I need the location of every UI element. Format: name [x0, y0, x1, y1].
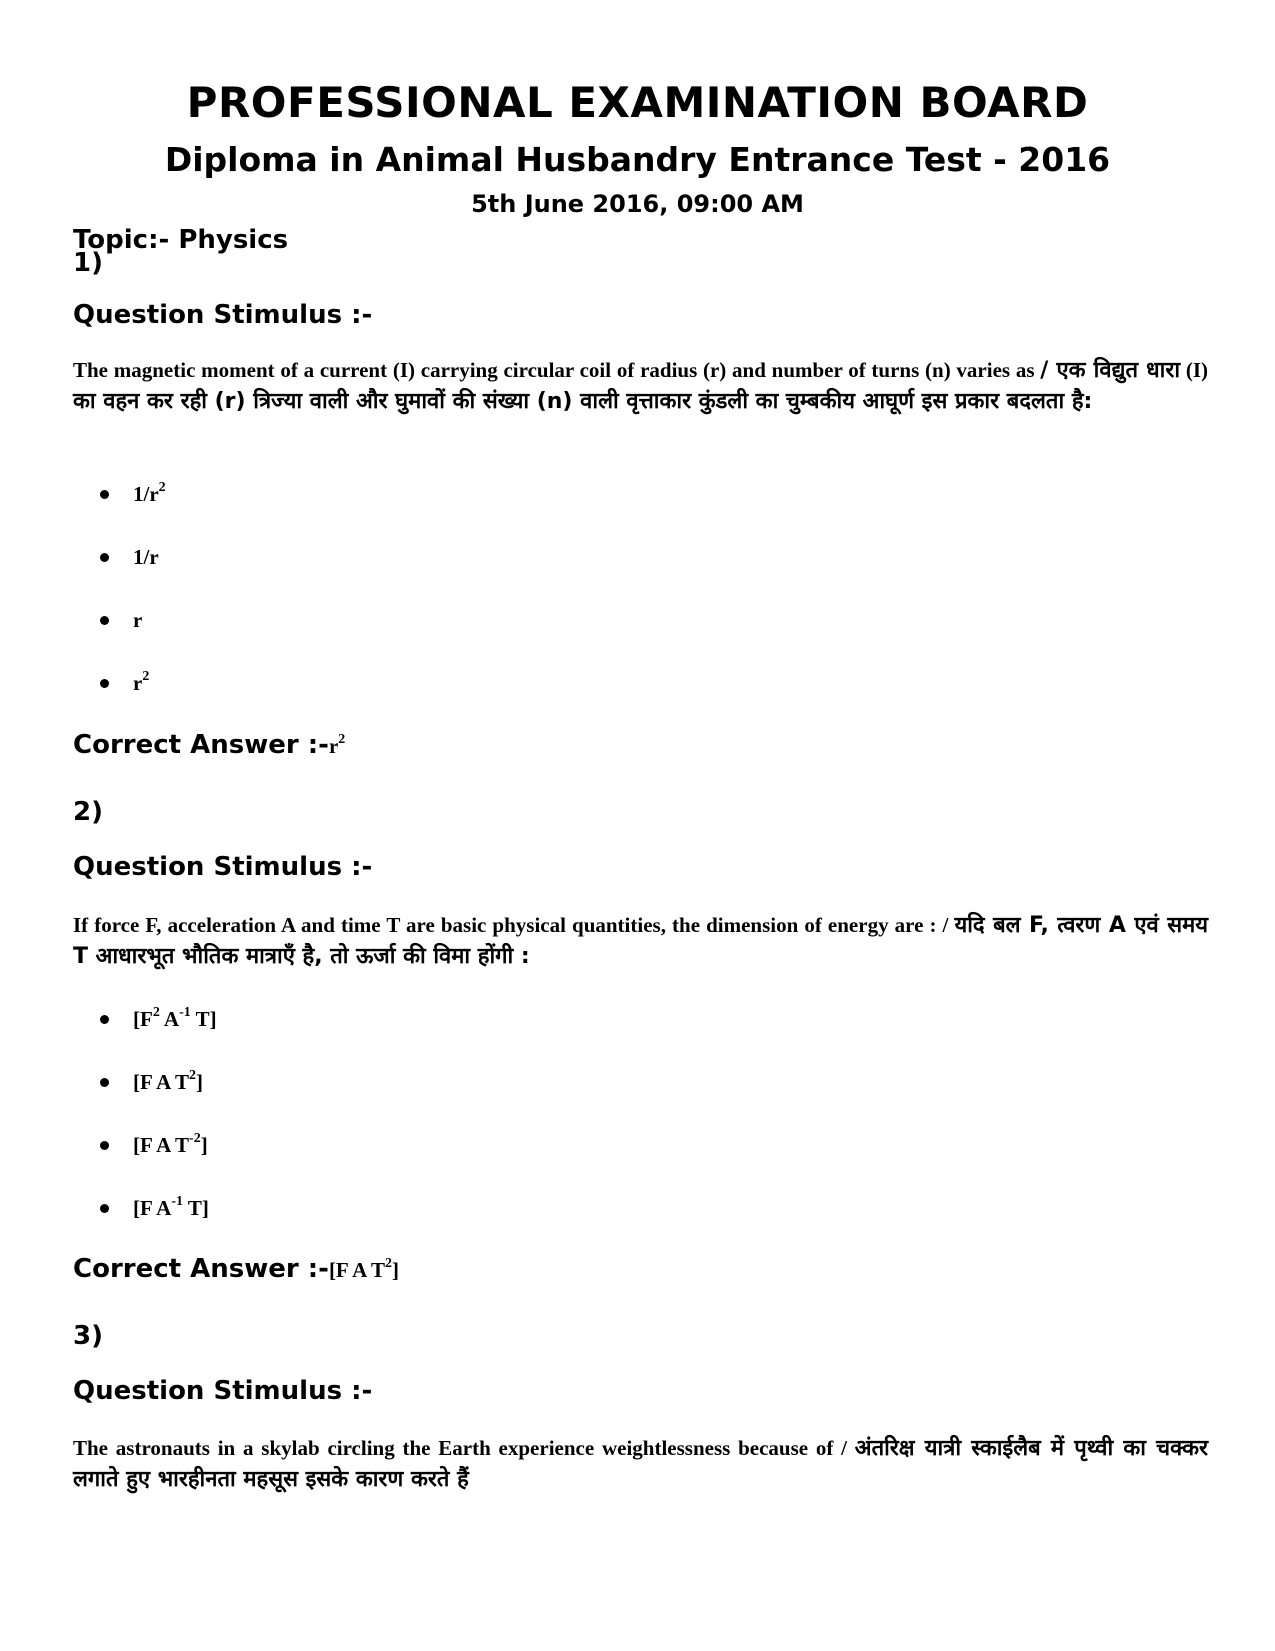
question-stimulus-2: [73, 910, 1208, 972]
stimulus-english-2: If force F, acceleration A and time T are basic physical quantities, the dimension of energy are : /: [73, 913, 949, 937]
bullet-icon: [100, 1204, 109, 1213]
bullet-icon: [100, 1078, 109, 1087]
bullet-icon: [100, 616, 109, 625]
question-stimulus-1: [73, 355, 1208, 417]
board-title: PROFESSIONAL EXAMINATION BOARD: [186, 78, 1089, 127]
bullet-icon: [100, 1015, 109, 1024]
stimulus-label-1: Question Stimulus :-: [73, 300, 373, 330]
stimulus-hindi-2: यदि बल F, त्वरण A एवं समय T आधारभूत भौतिक मात्राएँ है, तो ऊर्जा की विमा होंगी :: [73, 913, 1208, 969]
exam-datetime: 5th June 2016, 09:00 AM: [471, 190, 804, 218]
exam-title: Diploma in Animal Husbandry Entrance Test - 2016: [164, 140, 1111, 179]
topic-heading: Topic:- Physics: [73, 225, 289, 255]
stimulus-english-3: The astronauts in a skylab circling the Earth experience weightlessness because of /: [73, 1436, 847, 1460]
bullet-icon: [100, 1141, 109, 1150]
option-2c: [F A $T^{-2}$]: [100, 1133, 208, 1158]
stimulus-hindi-1b: का वहन कर रही (r) त्रिज्या वाली और घुमावों की संख्या (n) वाली वृत्ताकार कुंडली का चुम्बकीय आघूर्ण इस प्रकार बदलता है:: [73, 389, 1093, 414]
stimulus-symbol-1: (I): [1185, 358, 1208, 382]
correct-answer-1: Correct Answer $:-r^2$: [73, 730, 346, 760]
stimulus-hindi-1a: / एक विद्युत धारा: [1040, 358, 1181, 383]
option-1a: $1/r^2$: [100, 482, 166, 507]
question-number-2: 2): [73, 797, 103, 827]
option-1d: $r^2$: [100, 671, 149, 696]
option-2d: [F $A^{-1}$ T]: [100, 1196, 209, 1221]
stimulus-label-3: Question Stimulus :-: [73, 1376, 373, 1406]
bullet-icon: [100, 679, 109, 688]
option-2a: [$F^2$ $A^{-1}$ T]: [100, 1007, 217, 1032]
stimulus-english-1: The magnetic moment of a current (I) carrying circular coil of radius (r) and number of turns (n) varies as: [73, 358, 1035, 382]
option-1b: 1/r: [100, 545, 159, 570]
question-number-1: 1): [73, 248, 103, 278]
stimulus-hindi-3: अंतरिक्ष यात्री स्काईलैब में पृथ्वी का चक्कर लगाते हुए भारहीनता महसूस इसके कारण करते हैं: [73, 1436, 1209, 1492]
question-stimulus-3: [73, 1433, 1208, 1495]
bullet-icon: [100, 553, 109, 562]
option-2b: [F A $T^2$]: [100, 1070, 203, 1095]
stimulus-label-2: Question Stimulus :-: [73, 852, 373, 882]
option-1c: r: [100, 608, 142, 633]
question-number-3: 3): [73, 1321, 103, 1351]
bullet-icon: [100, 490, 109, 499]
correct-answer-2: Correct Answer :-[F A $T^2$]: [73, 1254, 399, 1284]
